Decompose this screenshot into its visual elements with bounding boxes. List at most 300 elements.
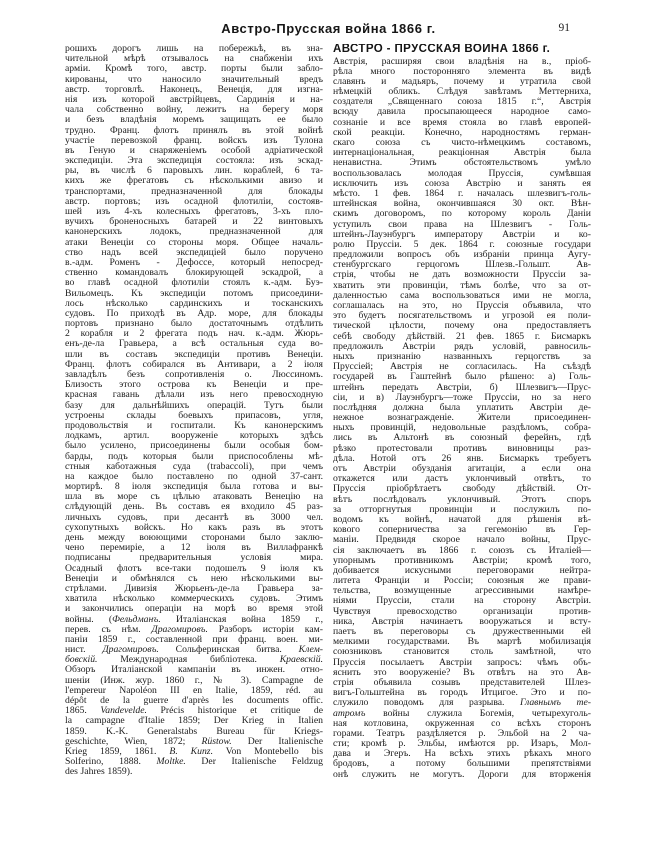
text-line xyxy=(65,166,323,176)
text-line xyxy=(65,676,323,686)
text-line xyxy=(65,472,323,482)
text-run: создателя „Священнаго союза 1815 г.“, Австрія xyxy=(333,97,591,108)
text-run: во главѣ осадной флотиліи стоялъ к.-адм. Буэ- xyxy=(65,278,323,289)
text-line xyxy=(65,482,323,492)
text-line xyxy=(333,372,591,382)
text-line xyxy=(65,197,323,207)
text-run: Драгомировъ. xyxy=(151,624,208,635)
text-line xyxy=(333,199,591,209)
text-run: ныхъ признанію названныхъ герцогствъ за xyxy=(333,351,591,362)
text-line xyxy=(65,95,323,105)
text-run: сія заключаетъ въ 1866 г. союзъ съ Италіей— xyxy=(333,545,591,556)
text-run: скимъ договоромъ, по которому король Даніи xyxy=(333,209,591,220)
text-run: интернаціональная, реакціонная Австрія была xyxy=(333,148,591,159)
text-line xyxy=(333,556,591,566)
text-line xyxy=(333,403,591,413)
text-run: предложилъ Австріи рядъ условій, равносиль- xyxy=(333,341,591,352)
text-run: добивается искусными переговорами нейтра- xyxy=(333,565,591,576)
text-run: и закончились операціи на морѣ во время этой xyxy=(65,604,323,615)
text-line xyxy=(65,299,323,309)
text-run: бовскій. xyxy=(65,655,98,666)
text-run: экспедиціи. Эта экспедиція состояла: изъ эскад- xyxy=(65,156,323,167)
text-run: дава и Эгеръ. На всѣхъ этихъ рѣкахъ много xyxy=(333,749,591,760)
text-line xyxy=(333,495,591,505)
text-run: Италіанская война 1859 г., xyxy=(160,614,323,625)
text-run: стныя каботажныя суда (trabaccoli), при чемъ xyxy=(65,461,323,472)
text-run: и безъ владѣнія моремъ защищать ее было xyxy=(65,115,323,126)
text-run: сти; кромѣ р. Эльбы, имѣются рр. Изаръ, Мол- xyxy=(333,739,591,750)
text-run: барды, подъ которыя были приспособлены мѣ- xyxy=(65,451,323,462)
text-run: ніями Пруссіи, стали на сторону Австріи. xyxy=(333,596,591,607)
text-run: откажется или дастъ уклончивый отвѣтъ, то xyxy=(333,474,591,485)
text-line xyxy=(333,709,591,719)
text-run: штейнъ передать Австріи, б) Шлезвигъ—Прус- xyxy=(333,382,591,393)
text-run: паніи 1859 г., составленной при франц. воен. ми- xyxy=(65,634,323,645)
text-run: Осадный флотъ все-таки подошелъ 9 іюля къ xyxy=(65,563,323,574)
text-run: Чувствуя превосходство организаціи против- xyxy=(333,606,591,617)
text-line xyxy=(333,658,591,668)
text-run: дѣла. Нотой отъ 26 янв. Бисмаркъ требуетъ xyxy=(333,453,591,464)
text-line xyxy=(333,637,591,647)
text-line xyxy=(333,383,591,393)
text-run: уступилъ свои права на Шлезвигъ - Голь- xyxy=(333,219,591,230)
text-line xyxy=(333,158,591,168)
text-run: Von Montebello bis xyxy=(213,746,323,757)
text-run: Der Italienische xyxy=(231,736,323,747)
text-line xyxy=(65,767,323,777)
text-run: вигъ-Гольштейна въ городъ Итцигое. Это и по- xyxy=(333,688,591,699)
text-line xyxy=(333,596,591,606)
text-run: чительной мѣрѣ отзывалось на снабженіи ихъ xyxy=(65,54,323,65)
text-run: онѣ служить не могутъ. Дороги для вторженія xyxy=(333,769,591,780)
text-run: войны служила Богемія, четырехуголь- xyxy=(365,708,591,719)
running-header xyxy=(65,21,592,37)
text-run: устроены склады боевыхъ припасовъ, угля, xyxy=(65,410,323,421)
text-line xyxy=(65,543,323,553)
text-run: Главнымъ те- xyxy=(520,698,591,709)
text-run: подписаны предварительныя условія мира. xyxy=(65,553,323,564)
text-run: тической цѣлости, почему она предоставляетъ xyxy=(333,321,591,332)
text-run: служило поводомъ для разрыва. xyxy=(333,698,520,709)
text-run: было усилено, присоединены были особыя бом- xyxy=(65,441,323,452)
text-run: dépôt de la guerre d'après les documents offic. xyxy=(65,696,323,706)
text-line xyxy=(333,525,591,535)
text-line xyxy=(333,484,591,494)
text-line xyxy=(65,126,323,136)
text-run: сухопутныхъ войскъ. Но какъ разъ въ этотъ xyxy=(65,522,323,533)
text-run: атромъ xyxy=(333,708,366,719)
text-line xyxy=(65,319,323,329)
text-run: государей въ Гаштейнѣ было рѣшено: а) Голь- xyxy=(333,372,591,383)
text-run: 2 корабля и 2 фрегата подъ нач. к.-адм. Жюрь- xyxy=(65,329,323,340)
text-run: ная котловина, окруженная со всѣхъ сторонъ xyxy=(333,718,591,729)
text-run: рошихъ дорогъ лишь на побережьѣ, въ зна- xyxy=(65,44,323,54)
text-run: Австрія, расширяя свои владѣнія на в., пріоб- xyxy=(333,56,591,67)
text-line xyxy=(65,207,323,217)
text-line xyxy=(65,360,323,370)
text-run: ры, въ числѣ 6 паровыхъ лин. кораблей, 6 та- xyxy=(65,166,323,177)
text-run: водомъ къ войнѣ, начатой для рѣшенія вѣ- xyxy=(333,514,591,525)
text-run: рѣзко протестовали противъ виновницы раз- xyxy=(333,443,591,454)
text-line xyxy=(333,668,591,678)
text-run: Близость этого острова къ Венеціи и пре- xyxy=(65,380,323,391)
text-run: маніи. Предвидя скорое начало войны, Прус- xyxy=(333,535,591,546)
text-line xyxy=(333,413,591,423)
text-run: la campagne d'Italie 1859; Der Krieg in Italien xyxy=(65,716,323,727)
text-line xyxy=(333,77,591,87)
text-line xyxy=(65,635,323,645)
text-run: день между воюющими сторонами было заклю- xyxy=(65,533,323,543)
text-line xyxy=(333,311,591,321)
text-line xyxy=(65,706,323,716)
text-line xyxy=(65,594,323,604)
text-run: упорнымъ противникомъ Австріи; кромѣ того, xyxy=(333,555,591,566)
text-line xyxy=(333,169,591,179)
right-column-text xyxy=(333,57,591,780)
text-line xyxy=(65,105,323,115)
text-line xyxy=(333,118,591,128)
text-run: предложили вопросъ объ избраніи принца Аугу- xyxy=(333,250,591,261)
text-line xyxy=(65,727,323,737)
text-run: ныхъ провинцій, недовольные раздѣломъ, собра- xyxy=(333,423,591,434)
text-run: базу для дальнѣйшихъ операцій. Тутъ были xyxy=(65,400,323,411)
text-run: за отторгнутыя провинціи и послужилъ по- xyxy=(333,504,591,515)
text-run: завладѣлъ безъ сопротивленія о. Люссиномъ. xyxy=(65,370,323,380)
text-line xyxy=(65,502,323,512)
text-line xyxy=(333,515,591,525)
text-run: Сольферинская битва. xyxy=(158,645,299,656)
text-run: Der Italienische Feldzug xyxy=(185,757,323,768)
text-line xyxy=(65,278,323,288)
text-run: шли въ составъ экспедиціи противъ Венеціи. xyxy=(65,349,323,360)
text-line xyxy=(333,281,591,291)
text-run: мѣсто. 1 фев. 1864 г. началась шлезвигъ-голь- xyxy=(333,188,591,199)
text-run: кового соперничества за гегемонію въ Гер- xyxy=(333,525,591,536)
text-line xyxy=(333,698,591,708)
text-line xyxy=(333,423,591,433)
text-run: продовольствія и госпитали. Къ канонерскимъ xyxy=(65,420,323,431)
text-run: мелкими государствами. Въ мартѣ мобилизація xyxy=(333,637,591,648)
text-line xyxy=(333,291,591,301)
text-run: сіи, и в) Лауэнбургъ—тоже Пруссіи, но за него xyxy=(333,392,591,403)
text-line xyxy=(65,574,323,584)
text-line xyxy=(333,260,591,270)
text-line xyxy=(65,513,323,523)
text-run: это будетъ посягательствомъ и угрозой ея поли- xyxy=(333,311,591,322)
text-run: хватила нѣсколько коммерческихъ судовъ. Этимъ xyxy=(65,594,323,605)
text-line xyxy=(65,248,323,258)
text-line xyxy=(333,128,591,138)
text-run: арміи. Кромѣ того, австр. порты были забло- xyxy=(65,64,323,75)
text-run: нѣмецкій обликъ. Слѣдуя завѣтамъ Меттерниха, xyxy=(333,87,591,98)
text-line xyxy=(65,421,323,431)
text-run: Драгомировъ. xyxy=(102,645,159,656)
text-line xyxy=(333,301,591,311)
text-line xyxy=(333,352,591,362)
text-run: воспользовалась молодая Пруссія, сумѣвшая xyxy=(333,168,591,179)
text-line xyxy=(65,390,323,400)
text-run: личныхъ судовъ, при десантѣ въ 3000 чел. xyxy=(65,512,323,523)
text-line xyxy=(65,176,323,186)
text-line xyxy=(65,350,323,360)
text-run: австр. портовъ; изъ осадной флотиліи, состояв- xyxy=(65,196,323,207)
text-line xyxy=(333,607,591,617)
text-run: Rüstow. xyxy=(201,736,232,747)
text-line xyxy=(65,309,323,319)
text-run: атаки Венеціи со стороны моря. Общее началь- xyxy=(65,237,323,248)
text-line xyxy=(65,227,323,237)
text-line xyxy=(333,505,591,515)
text-run: исключить изъ союза Австрію и занять ея xyxy=(333,178,591,189)
text-line xyxy=(65,462,323,472)
text-run: кированы, что наносило значительный вредъ xyxy=(65,74,323,85)
text-line xyxy=(333,209,591,219)
text-line xyxy=(333,270,591,280)
text-line xyxy=(333,535,591,545)
text-line xyxy=(333,321,591,331)
text-line xyxy=(333,393,591,403)
text-line xyxy=(65,564,323,574)
article-title: АВСТРО - ПРУССКАЯ ВОЙНА 1866 г. xyxy=(333,44,551,55)
text-run: послѣдняя должна была уплатить Австріи де- xyxy=(333,402,591,413)
text-line xyxy=(333,770,591,780)
text-line xyxy=(65,747,323,757)
text-run: вучихъ броненосныхъ батарей и 22 винтовыхъ xyxy=(65,217,323,228)
text-line xyxy=(333,647,591,657)
text-run: лось нѣсколько сардинскихъ и тосканскихъ xyxy=(65,298,323,309)
text-run: енъ-де-ла Гравьера, а всѣ остальныя суда во- xyxy=(65,339,323,350)
text-run: Précis historique et critique de xyxy=(146,706,323,717)
text-run: транспортами, предназначенной для блокады xyxy=(65,186,323,197)
text-run: Обзоръ Италіанской кампаніи въ инжен. отно- xyxy=(65,665,323,676)
text-run: австр. торговлѣ. Наконецъ, Венеція, для изгна- xyxy=(65,84,323,95)
text-run: на каждое было поставлено по одной 37-сант. xyxy=(65,471,323,482)
text-run: лодкамъ, артил. вооруженіе которыхъ здѣсь xyxy=(65,431,323,442)
text-line xyxy=(65,716,323,726)
text-line xyxy=(333,107,591,117)
text-line xyxy=(65,401,323,411)
right-column xyxy=(333,44,591,780)
text-line xyxy=(65,370,323,380)
text-line xyxy=(65,268,323,278)
text-line xyxy=(65,441,323,451)
text-run: стрѣлами. Дивизія Жюрьенъ-де-ла Гравьера за- xyxy=(65,583,323,594)
text-line xyxy=(333,220,591,230)
text-run: Пруссіей; Австрія не согласилась. На съѣздѣ xyxy=(333,362,591,373)
text-run: стрія, чтобы не дать возможности Пруссіи за- xyxy=(333,270,591,281)
text-line xyxy=(65,686,323,696)
text-line xyxy=(65,553,323,563)
text-line xyxy=(333,576,591,586)
text-run: стенбургскаго герцогомъ Шлезв.-Гольшт. Ав- xyxy=(333,260,591,271)
text-line xyxy=(333,362,591,372)
text-line xyxy=(65,156,323,166)
text-line xyxy=(65,492,323,502)
text-line xyxy=(333,342,591,352)
text-run: рѣла много посторонняго элемента въ видѣ xyxy=(333,66,591,77)
text-run: Разборъ исторіи кам- xyxy=(207,624,323,635)
text-line xyxy=(65,380,323,390)
text-run: портовъ признано было достаточнымъ отдѣлить xyxy=(65,319,323,330)
text-run: Фельдманъ. xyxy=(112,614,161,625)
text-line xyxy=(65,604,323,614)
text-line xyxy=(333,546,591,556)
text-line xyxy=(65,187,323,197)
text-run: шей изъ 4-хъ колесныхъ фрегатовъ, 3-хъ пло- xyxy=(65,207,323,217)
text-line xyxy=(65,64,323,74)
text-run: Международная библіотека. xyxy=(97,655,280,666)
text-line xyxy=(333,179,591,189)
text-line xyxy=(65,757,323,767)
text-run: всюду давила просыпающееся народное само- xyxy=(333,107,591,118)
text-line xyxy=(65,645,323,655)
text-run: Венеціи и обмѣнялся съ нею нѣсколькими вы- xyxy=(65,573,323,584)
text-run: ственно командовалъ блокирующей эскадрой, а xyxy=(65,268,323,279)
text-line xyxy=(65,452,323,462)
text-line xyxy=(65,115,323,125)
text-line xyxy=(333,138,591,148)
text-line xyxy=(65,615,323,625)
text-run: Вильомецъ. Къ экспедиціи потомъ присоедини- xyxy=(65,288,323,299)
text-line xyxy=(333,57,591,67)
text-line xyxy=(65,136,323,146)
text-line xyxy=(65,523,323,533)
text-line xyxy=(333,87,591,97)
text-run: соглашалась на это, но Пруссія объявила, что xyxy=(333,301,591,311)
text-run: литета Франціи и Россіи; союзныя же прави- xyxy=(333,576,591,587)
text-run: союзниковъ становится столь замѣтной, что xyxy=(333,647,591,658)
text-run: отъ Австріи обузданія агитаціи, а если она xyxy=(333,464,591,474)
text-line xyxy=(65,431,323,441)
text-line xyxy=(333,189,591,199)
text-run: горами. Театръ раздѣляется р. Эльбой на 2 ча- xyxy=(333,728,591,739)
text-line xyxy=(65,339,323,349)
text-run: des Jahres 1859). xyxy=(65,767,133,778)
text-line xyxy=(65,696,323,706)
text-line xyxy=(333,759,591,769)
text-run: 1865. xyxy=(65,706,101,717)
text-run: паетъ въ переговоры съ дружественными ей xyxy=(333,627,591,637)
text-run: ской реакціи. Конечно, народностямъ герман- xyxy=(333,127,591,138)
text-run: Франц. флотъ собирался въ Антивари, а 2 іюля xyxy=(65,359,323,370)
text-run: шеніи (Инж. жур. 1860 г., № 3). Campagne de xyxy=(65,675,323,686)
text-run: слѣдующій день. Въ составъ ея входило 45 раз- xyxy=(65,502,323,513)
text-line xyxy=(65,665,323,675)
text-line xyxy=(333,332,591,342)
text-line xyxy=(333,627,591,637)
text-run: штейнская война, окончившаяся 30 окт. Вѣн- xyxy=(333,199,591,210)
text-run: ролю Пруссіи. 5 дек. 1864 г. союзные государи xyxy=(333,239,591,250)
text-line xyxy=(333,688,591,698)
text-line xyxy=(333,67,591,77)
text-line xyxy=(65,54,323,64)
text-line xyxy=(65,238,323,248)
text-run: мортирѣ. 8 іюля экспедиція была готова и вы- xyxy=(65,482,323,493)
text-run: 1859. K.-K. Generalstabs Bureau für Kriegs- xyxy=(65,726,323,737)
text-line xyxy=(333,97,591,107)
text-line xyxy=(333,739,591,749)
text-line xyxy=(65,655,323,665)
text-line xyxy=(333,433,591,443)
text-run: перев. съ нѣм. xyxy=(65,624,152,635)
text-run: яснить это вооруженіе? Въ отвѣтъ на это Ав- xyxy=(333,667,591,678)
text-line xyxy=(65,411,323,421)
text-run: въ Геную и снаряженіемъ особой адріатической xyxy=(65,145,323,156)
text-line xyxy=(333,586,591,596)
text-run: хватить эти провинціи, тѣмъ болѣе, что за от- xyxy=(333,280,591,291)
running-header-title: Австро-Прусская война 1866 г. xyxy=(221,21,436,36)
text-run: вѣтъ послѣдовалъ уклончивый. Этотъ споръ xyxy=(333,494,591,505)
text-run: Пруссія пріобрѣтаетъ свободу дѣйствій. От- xyxy=(333,484,591,495)
text-run: сознаніе и все время стояла во главѣ европей- xyxy=(333,117,591,128)
text-run: ника, Австрія начинаетъ вооружаться и всту- xyxy=(333,616,591,627)
text-line xyxy=(333,250,591,260)
text-run: канонерскихъ лодокъ, предназначенной для xyxy=(65,227,323,238)
text-line xyxy=(65,217,323,227)
text-run: стрія объявила созывъ представителей Шлез- xyxy=(333,677,591,688)
text-columns xyxy=(65,44,592,780)
text-run: славянъ и мадьяръ, почему и утратила свой xyxy=(333,76,591,87)
text-run: l'empereur Napoléon III en Italie, 1859, réd. au xyxy=(65,685,323,696)
text-run: бродовъ, а потому большими препятствіями xyxy=(333,759,591,770)
text-run: штейнъ-Лауэнбургъ императору Австріи и ко- xyxy=(333,229,591,240)
text-line xyxy=(333,729,591,739)
text-line xyxy=(65,625,323,635)
text-line xyxy=(65,533,323,543)
text-run: скаго союза съ чисто-нѣмецкимъ составомъ, xyxy=(333,138,591,148)
text-line xyxy=(333,454,591,464)
text-run: красная гавань дѣлали изъ него превосходную xyxy=(65,390,323,401)
text-line xyxy=(65,584,323,594)
text-line xyxy=(65,258,323,268)
text-run: войны. ( xyxy=(65,614,113,625)
text-run: B. Kunz. xyxy=(169,746,214,757)
text-line xyxy=(333,444,591,454)
text-run: кихъ же фрегатовъ съ нѣсколькими авизо и xyxy=(65,176,323,187)
text-line xyxy=(65,85,323,95)
text-line xyxy=(333,148,591,158)
text-run: судовъ. По приходѣ въ Адр. море, для блокады xyxy=(65,308,323,319)
text-run: ство надъ всей экспедиціей было поручено xyxy=(65,247,323,258)
text-run: даленностью сама воспользоваться ими не могла, xyxy=(333,290,591,301)
text-line xyxy=(333,617,591,627)
text-line xyxy=(333,719,591,729)
left-column xyxy=(65,44,323,780)
text-line xyxy=(333,464,591,474)
text-run: Пруссія посылаетъ Австріи запросъ: чѣмъ объ- xyxy=(333,657,591,668)
text-run: Краевскій. xyxy=(279,655,323,666)
text-line xyxy=(333,678,591,688)
text-line xyxy=(333,230,591,240)
text-run: чала собственно войну, лежитъ на берегу моря xyxy=(65,105,323,116)
text-line xyxy=(65,146,323,156)
text-run: чено перемиріе, а 12 іюля въ Виллафранкѣ xyxy=(65,543,323,554)
text-run: тельства, возмущенные агрессивными намѣре- xyxy=(333,586,591,597)
text-run: шла въ море съ цѣлью атаковать Венецію на xyxy=(65,492,323,503)
text-run: в.-адм. Роменъ - Дефоссе, который непосред- xyxy=(65,257,323,268)
text-line xyxy=(65,737,323,747)
text-run: лись въ Альтонѣ въ союзный ферейнъ, гдѣ xyxy=(333,433,591,444)
text-run: участіе перевозкой франц. войскъ изъ Тулона xyxy=(65,135,323,146)
text-line xyxy=(65,329,323,339)
text-run: Moltke. xyxy=(156,757,186,768)
text-line xyxy=(65,44,323,54)
text-run: Клем- xyxy=(298,645,323,656)
text-run: Solferino, 1888. xyxy=(65,757,157,768)
text-run: нія изъ которой австрійцевъ, Сардинія и на- xyxy=(65,94,323,105)
text-line xyxy=(333,749,591,759)
text-run: себѣ свободу дѣйствій. 21 фев. 1865 г. Бисмаркъ xyxy=(333,331,591,342)
